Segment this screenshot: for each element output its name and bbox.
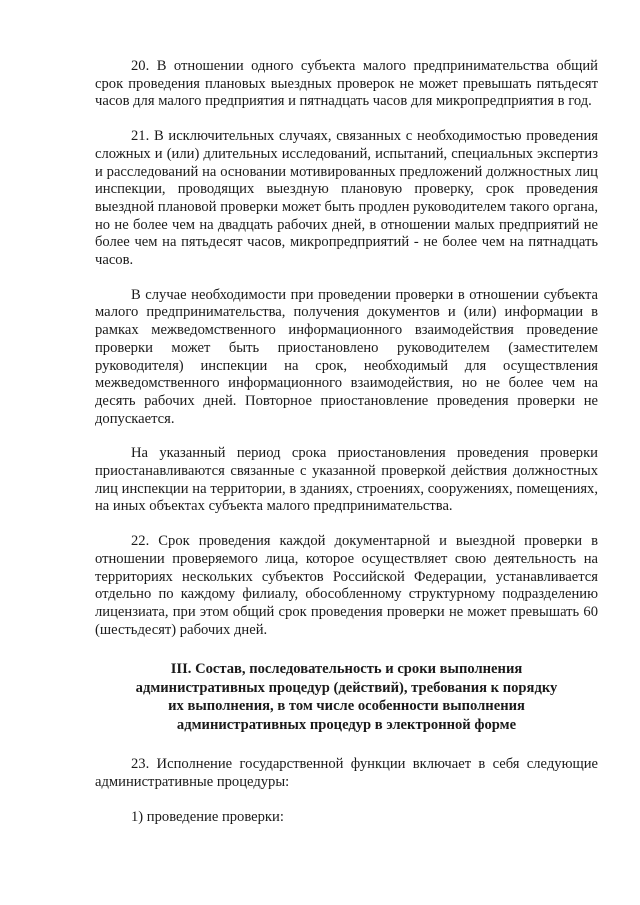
paragraph-22: 22. Срок проведения каждой документарной и выездной проверки в отношении проверяемого лица, которое осуществляет свою деятельность на территориях нескольких субъектов Российской Федерации, устанавливается отдельно по каждому филиалу, обособленному структурному подразделению лицензиата, при этом общий срок проведения проверки не может превышать 60 (шестьдесят) рабочих дней. — [95, 533, 598, 638]
section-heading-line: административных процедур (действий), требования к порядку — [135, 679, 558, 696]
paragraph-suspension-period: На указанный период срока приостановления проведения проверки приостанавливаются связанные с указанной проверкой действия должностных лиц инспекции на территории, в зданиях, строениях, сооружениях, помещениях, на иных объектах субъекта малого предпринимательства. — [95, 445, 598, 515]
section-heading — [95, 660, 598, 734]
paragraph-21: 21. В исключительных случаях, связанных с необходимостью проведения сложных и (или) длительных исследований, испытаний, специальных экспертиз и расследований на основании мотивированных предложений должностных лиц инспекции, проводящих выездную плановую проверку, срок проведения выездной плановой проверки может быть продлен руководителем такого органа, но не более чем на двадцать рабочих дней, в отношении малых предприятий не более чем на пятьдесят часов, микропредприятий - не более чем на пятнадцать часов. — [95, 128, 598, 269]
paragraph-suspension: В случае необходимости при проведении проверки в отношении субъекта малого предпринимательства, получения документов и (или) информации в рамках межведомственного информационного взаимодействия проведение проверки может быть приостановлено руководителем (заместителем руководителя) инспекции на срок, необходимый для осуществления межведомственного информационного взаимодействия, но не более чем на десять рабочих дней. Повторное приостановление проведения проверки не допускается. — [95, 286, 598, 427]
list-item-1: 1) проведение проверки: — [131, 808, 284, 825]
section-heading-line: III. Состав, последовательность и сроки выполнения — [170, 661, 523, 678]
paragraph-20: 20. В отношении одного субъекта малого предпринимательства общий срок проведения плановых выездных проверок не может превышать пятьдесят часов для малого предприятия и пятнадцать часов для микропредприятия в год. — [95, 58, 598, 110]
section-heading-line: их выполнения, в том числе особенности выполнения — [168, 698, 525, 715]
paragraph-23: 23. Исполнение государственной функции включает в себя следующие административные процедуры: — [95, 756, 598, 791]
document-page — [95, 58, 598, 827]
section-heading-line: административных процедур в электронной форме — [176, 716, 517, 733]
